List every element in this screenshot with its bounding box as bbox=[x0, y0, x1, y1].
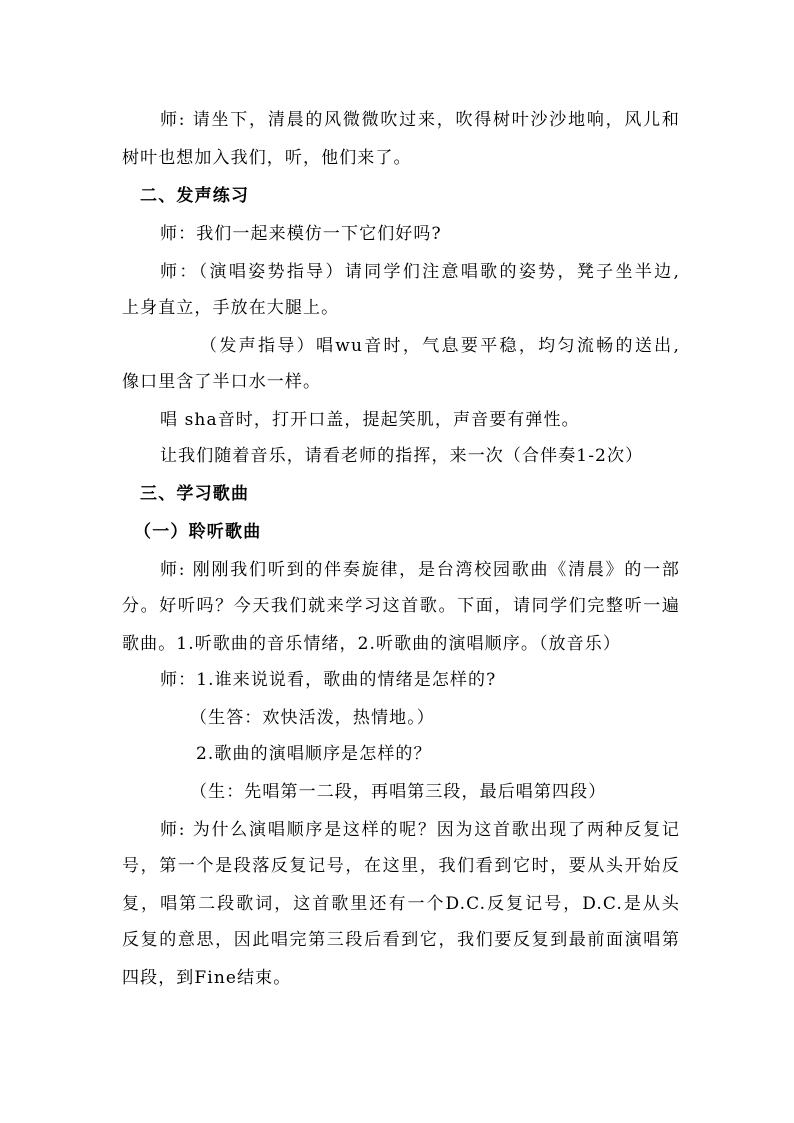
paragraph-line: 四段，到Fine结束。 bbox=[122, 968, 292, 988]
paragraph-line: 号，第一个是段落反复记号，在这里，我们看到它时，要从头开始反 bbox=[122, 856, 680, 876]
paragraph-line: 让我们随着音乐，请看老师的指挥，来一次（合伴奏1-2次） bbox=[160, 446, 644, 466]
paragraph-line: 2.歌曲的演唱顺序是怎样的？ bbox=[196, 744, 432, 764]
paragraph-line: 歌曲。1.听歌曲的音乐情绪，2.听歌曲的演唱顺序。（放音乐） bbox=[122, 634, 621, 654]
paragraph-line: 师: 请坐下，清晨的风微微吹过来，吹得树叶沙沙地响，风儿和 bbox=[160, 110, 680, 130]
paragraph-line: 上身直立，手放在大腿上。 bbox=[122, 298, 340, 318]
paragraph-line: 分。好听吗？今天我们就来学习这首歌。下面，请同学们完整听一遍 bbox=[122, 596, 680, 616]
section-heading: 三、学习歌曲 bbox=[140, 484, 250, 504]
paragraph-line: 师：我们一起来模仿一下它们好吗? bbox=[160, 224, 442, 244]
paragraph-line: 师：1.谁来说说看，歌曲的情绪是怎样的? bbox=[160, 670, 497, 690]
paragraph-line: （生：先唱第一二段，再唱第三段，最后唱第四段） bbox=[190, 782, 607, 802]
paragraph-line: 反复的意思，因此唱完第三段后看到它，我们要反复到最前面演唱第 bbox=[122, 930, 680, 950]
paragraph-line: （生答：欢快活泼，热情地。） bbox=[190, 708, 435, 728]
paragraph-line: 像口里含了半口水一样。 bbox=[122, 372, 322, 392]
paragraph-line: 树叶也想加入我们，听，他们来了。 bbox=[122, 148, 412, 168]
paragraph-line: 唱 sha音时，打开口盖，提起笑肌，声音要有弹性。 bbox=[160, 410, 580, 430]
paragraph-line: 师: 为什么演唱顺序是这样的呢？因为这首歌出现了两种反复记 bbox=[160, 820, 680, 840]
paragraph-line: 师：（演唱姿势指导）请同学们注意唱歌的姿势，凳子坐半边, bbox=[160, 262, 680, 282]
paragraph-line: 师: 刚刚我们听到的伴奏旋律，是台湾校园歌曲《清晨》的一部 bbox=[160, 560, 680, 580]
subsection-heading: （一）聆听歌曲 bbox=[134, 522, 262, 542]
paragraph-line: 复，唱第二段歌词，这首歌里还有一个D.C.反复记号，D.C.是从头 bbox=[122, 894, 680, 914]
section-heading: 二、发声练习 bbox=[140, 186, 250, 206]
paragraph-line: （发声指导）唱wu音时，气息要平稳，均匀流畅的送出, bbox=[200, 336, 680, 356]
